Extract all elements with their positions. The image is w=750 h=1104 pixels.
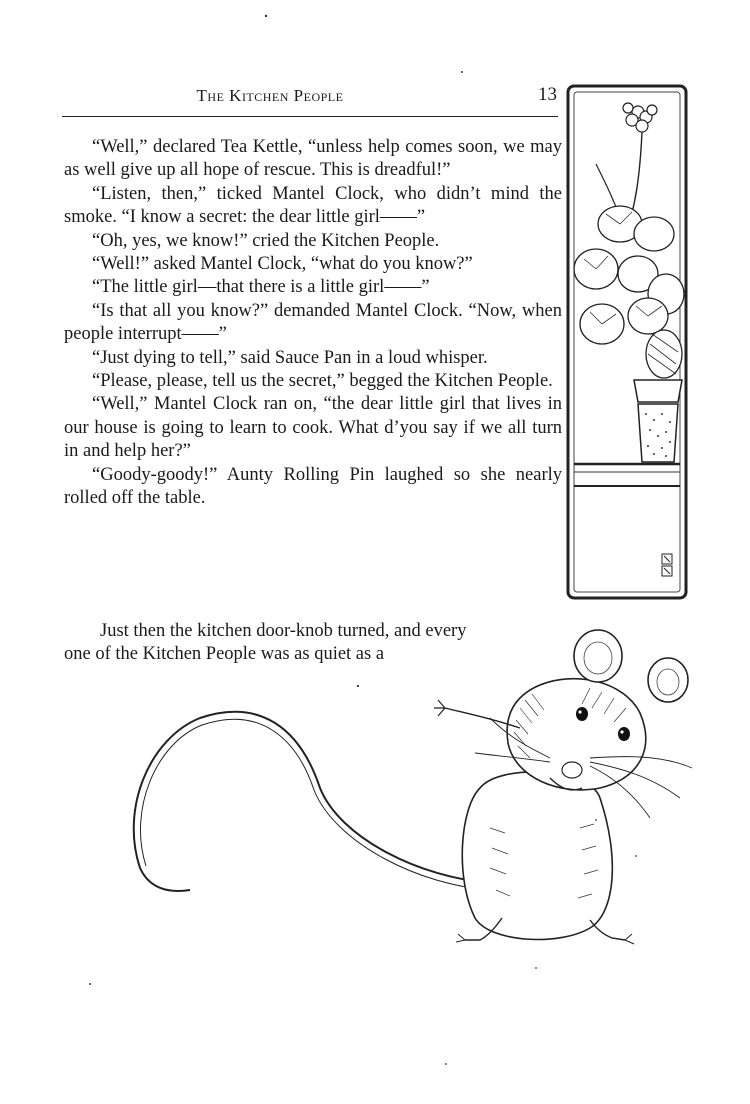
paragraph: “Please, please, tell us the secret,” begged the Kitchen People. [92, 371, 553, 392]
closing-line-2: one of the Kitchen People was as quiet as a [64, 644, 385, 665]
running-title: The Kitchen People [196, 86, 344, 105]
paragraph: “Just dying to tell,” said Sauce Pan in a loud whisper. [92, 347, 488, 368]
paragraph: “Well,” declared Tea Kettle, “unless help comes soon, we may as well give up all hope of rescue. This is dreadful!” [64, 137, 562, 181]
mouse-illustration [120, 628, 710, 958]
paragraph: “Listen, then,” ticked Mantel Clock, who didn’t mind the smoke. “I know a secret: the dear little girl——” [64, 183, 562, 228]
story-text [64, 136, 562, 511]
paragraph: “Well!” asked Mantel Clock, “what do you know?” [92, 254, 473, 275]
closing-line-1: Just then the kitchen door-knob turned, and every [100, 621, 467, 641]
paragraph: “Oh, yes, we know!” cried the Kitchen People. [92, 230, 440, 251]
paragraph: “Well,” Mantel Clock ran on, “the dear little girl that lives in our house is going to learn to cook. What d’you say if we all turn in and help her?” [64, 394, 562, 462]
running-head [60, 84, 560, 108]
header-rule [62, 116, 558, 117]
geranium-panel-illustration [566, 84, 688, 600]
paragraph: “Is that all you know?” demanded Mantel Clock. “Now, when people interrupt——” [64, 300, 562, 345]
paragraph: “Goody-goody!” Aunty Rolling Pin laughed so she nearly rolled off the table. [64, 464, 562, 509]
page-number: 13 [538, 84, 557, 105]
paragraph: “The little girl—that there is a little girl——” [92, 277, 430, 298]
